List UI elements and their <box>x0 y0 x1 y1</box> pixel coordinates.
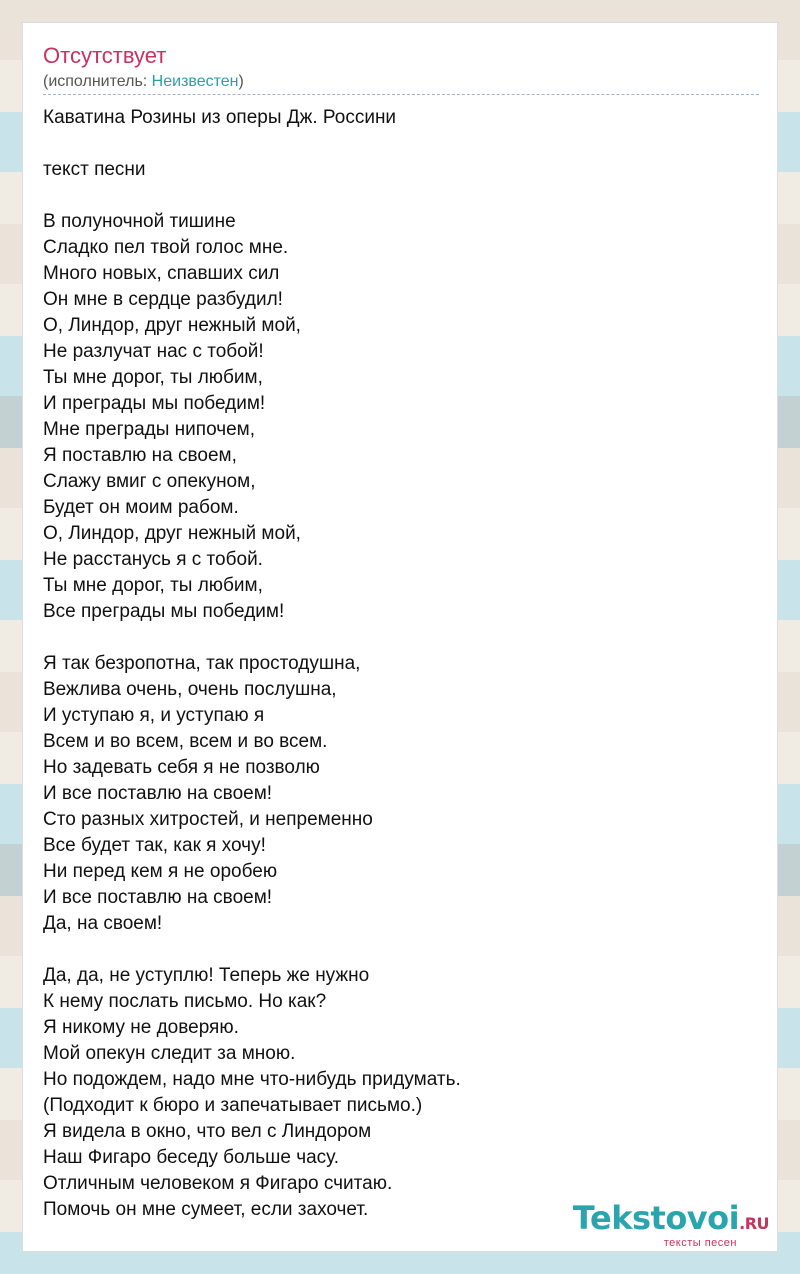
lyrics-line: Всем и во всем, всем и во всем. <box>43 731 328 752</box>
lyrics-line: Все преграды мы победим! <box>43 601 285 622</box>
lyrics-line: Ты мне дорог, ты любим, <box>43 575 263 596</box>
artist-link[interactable]: Неизвестен <box>151 73 239 90</box>
lyrics-line: Да, да, не уступлю! Теперь же нужно <box>43 965 370 986</box>
lyrics-line: Не расстанусь я с тобой. <box>43 549 263 570</box>
lyrics-line: Сто разных хитростей, и непременно <box>43 809 373 830</box>
lyrics-line: О, Линдор, друг нежный мой, <box>43 315 301 336</box>
lyrics-line: Слажу вмиг с опекуном, <box>43 471 256 492</box>
lyrics-line: Не разлучат нас с тобой! <box>43 341 264 362</box>
lyrics-line: И преграды мы победим! <box>43 393 266 414</box>
lyrics-line: Он мне в сердце разбудил! <box>43 289 283 310</box>
lyrics-line: Много новых, спавших сил <box>43 263 280 284</box>
lyrics-line: Отличным человеком я Фигаро считаю. <box>43 1173 393 1194</box>
lyrics-line: И уступаю я, и уступаю я <box>43 705 265 726</box>
lyrics-line: Наш Фигаро беседу больше часу. <box>43 1147 340 1168</box>
lyrics-line: Ты мне дорог, ты любим, <box>43 367 263 388</box>
lyrics-line: О, Линдор, друг нежный мой, <box>43 523 301 544</box>
lyrics-blank-line <box>43 625 759 651</box>
lyrics-card <box>22 22 778 1252</box>
lyrics-line: Ни перед кем я не оробею <box>43 861 278 882</box>
lyrics-line: текст песни <box>43 159 146 180</box>
lyrics-line: В полуночной тишине <box>43 211 236 232</box>
lyrics-blank-line <box>43 131 759 157</box>
artist-line <box>43 73 244 91</box>
lyrics-line: Сладко пел твой голос мне. <box>43 237 289 258</box>
song-title: Отсутствует <box>43 43 167 68</box>
lyrics-line: Помочь он мне сумеет, если захочет. <box>43 1199 369 1220</box>
lyrics-line: Я никому не доверяю. <box>43 1017 239 1038</box>
site-logo[interactable] <box>573 1201 769 1249</box>
logo-tagline: тексты песен <box>663 1237 737 1249</box>
lyrics-line: И все поставлю на своем! <box>43 887 273 908</box>
lyrics-line: Мне преграды нипочем, <box>43 419 256 440</box>
lyrics-line: Я поставлю на своем, <box>43 445 237 466</box>
lyrics-line: Будет он моим рабом. <box>43 497 239 518</box>
lyrics-line: Мой опекун следит за мною. <box>43 1043 296 1064</box>
lyrics-blank-line <box>43 183 759 209</box>
lyrics-line: Но подождем, надо мне что-нибудь придумать. <box>43 1069 461 1090</box>
artist-prefix: (исполнитель: <box>43 73 152 90</box>
lyrics-line: Я видела в окно, что вел с Линдором <box>43 1121 372 1142</box>
lyrics-line: И все поставлю на своем! <box>43 783 273 804</box>
lyrics-line: (Подходит к бюро и запечатывает письмо.) <box>43 1095 423 1116</box>
divider <box>43 94 759 95</box>
lyrics-text <box>43 105 759 1223</box>
lyrics-line: К нему послать письмо. Но как? <box>43 991 327 1012</box>
lyrics-line: Вежлива очень, очень послушна, <box>43 679 337 700</box>
lyrics-line: Но задевать себя я не позволю <box>43 757 320 778</box>
logo-tld: .RU <box>739 1214 769 1233</box>
logo-main-text: Tekstovoi <box>572 1199 740 1237</box>
lyrics-line: Да, на своем! <box>43 913 163 934</box>
lyrics-blank-line <box>43 937 759 963</box>
lyrics-line: Я так безропотна, так простодушна, <box>43 653 361 674</box>
lyrics-line: Все будет так, как я хочу! <box>43 835 266 856</box>
lyrics-line: Каватина Розины из оперы Дж. Россини <box>43 107 397 128</box>
artist-suffix: ) <box>238 73 244 90</box>
